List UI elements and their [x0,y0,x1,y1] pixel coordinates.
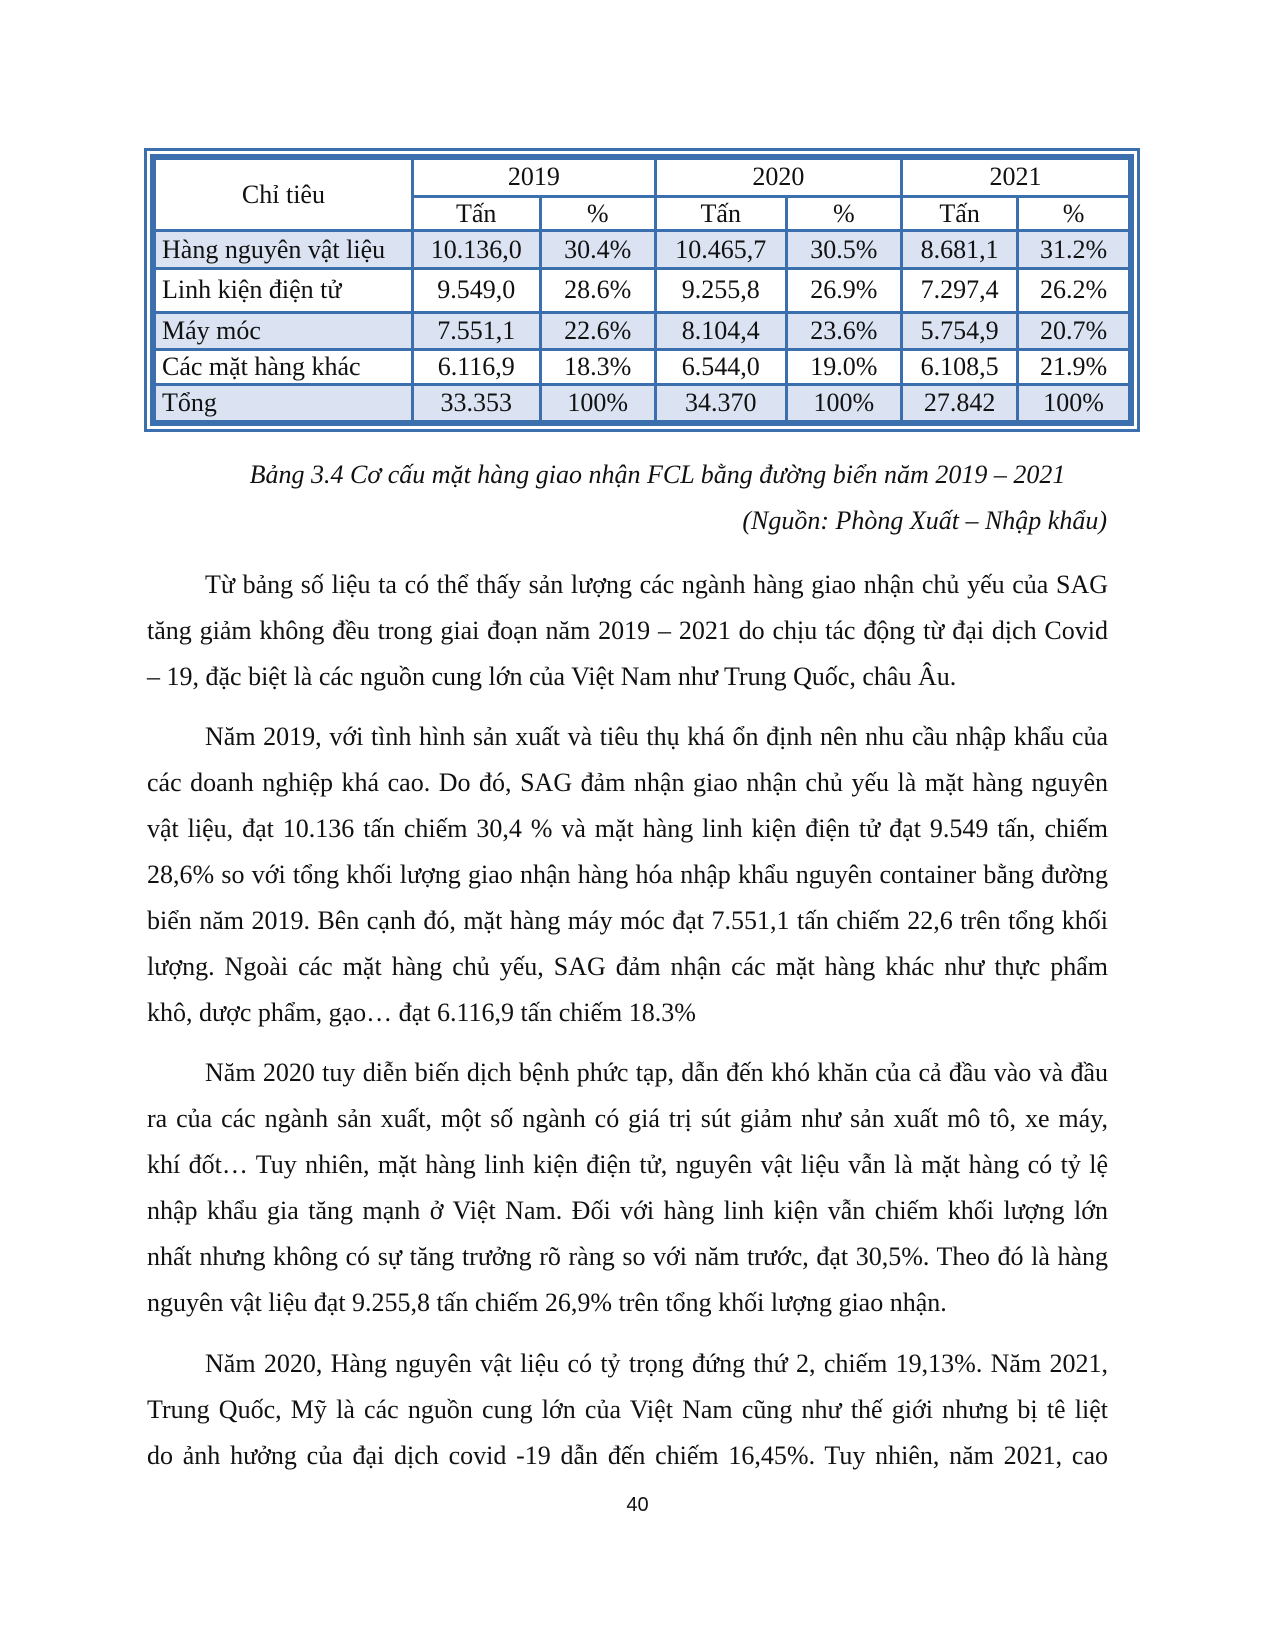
paragraph-line: nhất nhưng không có sự tăng trưởng rõ ràng so với năm trước, đạt 30,5%. Theo đó là hàng [147,1242,1108,1271]
commodity-structure-table-frame [144,148,1140,432]
table-caption: Bảng 3.4 Cơ cấu mặt hàng giao nhận FCL bằng đường biển năm 2019 – 2021 [249,460,1066,489]
cell-value: 8.681,1 [901,231,1017,268]
cell-value: 8.104,4 [655,313,786,349]
row-label: Hàng nguyên vật liệu [156,231,412,268]
page-number: 40 [626,1494,649,1516]
table-row [156,268,1128,313]
paragraph-1 [147,562,1108,700]
paragraph-line: Năm 2020, Hàng nguyên vật liệu có tỷ trọng đứng thứ 2, chiếm 19,13%. Năm 2021, [205,1349,1108,1378]
cell-value: 20.7% [1018,313,1128,349]
cell-value: 26.2% [1018,268,1128,313]
paragraph-3 [147,1050,1108,1326]
cell-value: 23.6% [786,313,901,349]
paragraph-line: Năm 2019, với tình hình sản xuất và tiêu thụ khá ổn định nên nhu cầu nhập khẩu của [205,722,1108,751]
cell-value: 28.6% [540,268,655,313]
paragraph-line: ra của các ngành sản xuất, một số ngành có giá trị sút giảm như sản xuất mô tô, xe máy, [147,1104,1108,1133]
paragraph-line: nhập khẩu gia tăng mạnh ở Việt Nam. Đối với hàng linh kiện vẫn chiếm khối lượng lớn [147,1196,1108,1225]
header-unit-percent: % [786,196,901,230]
paragraph-2 [147,714,1108,1036]
header-criteria: Chỉ tiêu [156,160,412,231]
paragraph-line: khô, dược phẩm, gạo… đạt 6.116,9 tấn chiếm 18.3% [147,998,696,1027]
paragraph-line: khí đốt… Tuy nhiên, mặt hàng linh kiện điện tử, nguyên vật liệu vẫn là mặt hàng có tỷ lệ [147,1150,1108,1179]
table-row-total [156,385,1128,420]
table-inner-border [150,154,1134,426]
header-unit-percent: % [540,196,655,230]
paragraph-line: do ảnh hưởng của đại dịch covid -19 dẫn đến chiếm 16,45%. Tuy nhiên, năm 2021, cao [147,1441,1108,1470]
cell-value: 100% [540,385,655,420]
cell-value: 10.465,7 [655,231,786,268]
cell-value: 21.9% [1018,349,1128,384]
cell-value: 30.4% [540,231,655,268]
cell-value: 9.549,0 [412,268,540,313]
paragraph-4 [147,1341,1108,1479]
paragraph-line: biển năm 2019. Bên cạnh đó, mặt hàng máy móc đạt 7.551,1 tấn chiếm 22,6 trên tổng khối [147,906,1108,935]
header-year-2021: 2021 [901,160,1128,196]
cell-value: 18.3% [540,349,655,384]
cell-value: 6.116,9 [412,349,540,384]
cell-value: 22.6% [540,313,655,349]
paragraph-line: 28,6% so với tổng khối lượng giao nhận hàng hóa nhập khẩu nguyên container bằng đường [147,860,1108,889]
header-unit-tons: Tấn [412,196,540,230]
table-row [156,313,1128,349]
cell-value: 100% [786,385,901,420]
cell-value: 6.544,0 [655,349,786,384]
paragraph-line: lượng. Ngoài các mặt hàng chủ yếu, SAG đảm nhận các mặt hàng khác như thực phẩm [147,952,1108,981]
row-label: Linh kiện điện tử [156,268,412,313]
paragraph-line: Trung Quốc, Mỹ là các nguồn cung lớn của Việt Nam cũng như thế giới nhưng bị tê liệt [147,1395,1108,1424]
table-row [156,349,1128,384]
cell-value: 31.2% [1018,231,1128,268]
paragraph-line: – 19, đặc biệt là các nguồn cung lớn của Việt Nam như Trung Quốc, châu Âu. [147,662,957,691]
row-label: Máy móc [156,313,412,349]
paragraph-line: vật liệu, đạt 10.136 tấn chiếm 30,4 % và mặt hàng linh kiện điện tử đạt 9.549 tấn, chiếm [147,814,1108,843]
header-unit-percent: % [1018,196,1128,230]
row-label: Tổng [156,385,412,420]
paragraph-line: các doanh nghiệp khá cao. Do đó, SAG đảm nhận giao nhận chủ yếu là mặt hàng nguyên [147,768,1108,797]
header-year-2019: 2019 [412,160,655,196]
cell-value: 26.9% [786,268,901,313]
header-year-2020: 2020 [655,160,901,196]
cell-value: 27.842 [901,385,1017,420]
paragraph-line: tăng giảm không đều trong giai đoạn năm 2019 – 2021 do chịu tác động từ đại dịch Covid [147,616,1108,645]
cell-value: 5.754,9 [901,313,1017,349]
row-label: Các mặt hàng khác [156,349,412,384]
cell-value: 34.370 [655,385,786,420]
commodity-structure-table [156,160,1128,420]
table-header-row-years [156,160,1128,196]
header-unit-tons: Tấn [655,196,786,230]
table-row [156,231,1128,268]
table-source: (Nguồn: Phòng Xuất – Nhập khẩu) [742,506,1107,535]
paragraph-line: nguyên vật liệu đạt 9.255,8 tấn chiếm 26,9% trên tổng khối lượng giao nhận. [147,1288,947,1317]
cell-value: 100% [1018,385,1128,420]
cell-value: 10.136,0 [412,231,540,268]
paragraph-line: Năm 2020 tuy diễn biến dịch bệnh phức tạp, dẫn đến khó khăn của cả đầu vào và đầu [205,1058,1108,1087]
header-unit-tons: Tấn [901,196,1017,230]
cell-value: 33.353 [412,385,540,420]
cell-value: 6.108,5 [901,349,1017,384]
cell-value: 19.0% [786,349,901,384]
cell-value: 9.255,8 [655,268,786,313]
cell-value: 7.297,4 [901,268,1017,313]
cell-value: 30.5% [786,231,901,268]
paragraph-line: Từ bảng số liệu ta có thể thấy sản lượng các ngành hàng giao nhận chủ yếu của SAG [205,570,1108,599]
cell-value: 7.551,1 [412,313,540,349]
